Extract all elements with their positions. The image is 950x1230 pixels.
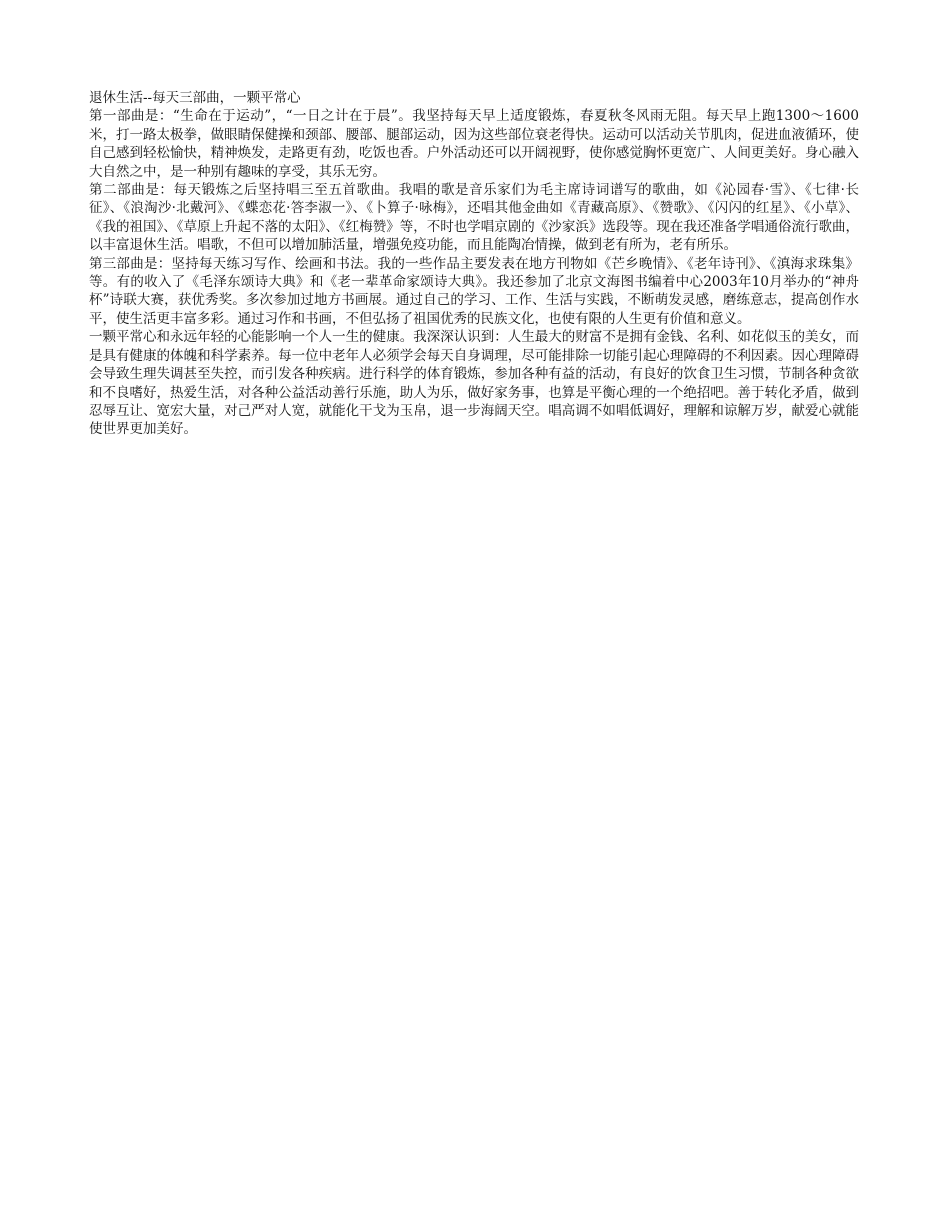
paragraph-second-movement: 第二部曲是：每天锻炼之后坚持唱三至五首歌曲。我唱的歌是音乐家们为毛主席诗词谱写的歌曲，如《沁园春·雪》、《七律·长征》、《浪淘沙·北戴河》、《蝶恋花·答李淑一》、《卜算子·咏梅》，还唱其他金曲如《青藏高原》、《赞歌》、《闪闪的红星》、《小草》、《我的祖国》、《草原上升起不落的太阳》、《红梅赞》等，不时也学唱京剧的《沙家浜》选段等。现在我还准备学唱通俗流行歌曲，以丰富退休生活。唱歌，不但可以增加肺活量，增强免疫功能，而且能陶冶情操，做到老有所为，老有所乐。: [89, 182, 859, 254]
document-title: 退休生活--每天三部曲，一颗平常心: [89, 90, 301, 106]
paragraph-third-movement: 第三部曲是：坚持每天练习写作、绘画和书法。我的一些作品主要发表在地方刊物如《芒乡晚情》、《老年诗刊》、《滇海求珠集》等。有的收入了《毛泽东颂诗大典》和《老一辈革命家颂诗大典》。我还参加了北京文海图书编着中心2003年10月举办的“神舟杯”诗联大赛，获优秀奖。多次参加过地方书画展。通过自己的学习、工作、生活与实践，不断萌发灵感，磨练意志，提高创作水平，使生活更丰富多彩。通过习作和书画，不但弘扬了祖国优秀的民族文化，也使有限的人生更有价值和意义。: [89, 255, 859, 327]
document-page: [89, 89, 859, 439]
paragraph-first-movement: 第一部曲是：“生命在于运动”，“一日之计在于晨”。我坚持每天早上适度锻炼，春夏秋冬风雨无阻。每天早上跑1300～1600米，打一路太极拳，做眼睛保健操和颈部、腰部、腿部运动，因为这些部位衰老得快。运动可以活动关节肌肉，促进血液循环，使自己感到轻松愉快，精神焕发，走路更有劲，吃饭也香。户外活动还可以开阔视野，使你感觉胸怀更宽广、人间更美好。身心融入大自然之中，是一种别有趣味的享受，其乐无穷。: [89, 108, 859, 180]
paragraph-ordinary-heart: 一颗平常心和永远年轻的心能影响一个人一生的健康。我深深认识到：人生最大的财富不是拥有金钱、名利、如花似玉的美女，而是具有健康的体魄和科学素养。每一位中老年人必须学会每天自身调理，尽可能排除一切能引起心理障碍的不利因素。因心理障碍会导致生理失调甚至失控，而引发各种疾病。进行科学的体育锻炼，参加各种有益的活动，有良好的饮食卫生习惯，节制各种贪欲和不良嗜好，热爱生活，对各种公益活动善行乐施，助人为乐，做好家务事，也算是平衡心理的一个绝招吧。善于转化矛盾，做到忍辱互让、宽宏大量，对己严对人宽，就能化干戈为玉帛，退一步海阔天空。唱高调不如唱低调好，理解和谅解万岁，献爱心就能使世界更加美好。: [89, 329, 859, 438]
